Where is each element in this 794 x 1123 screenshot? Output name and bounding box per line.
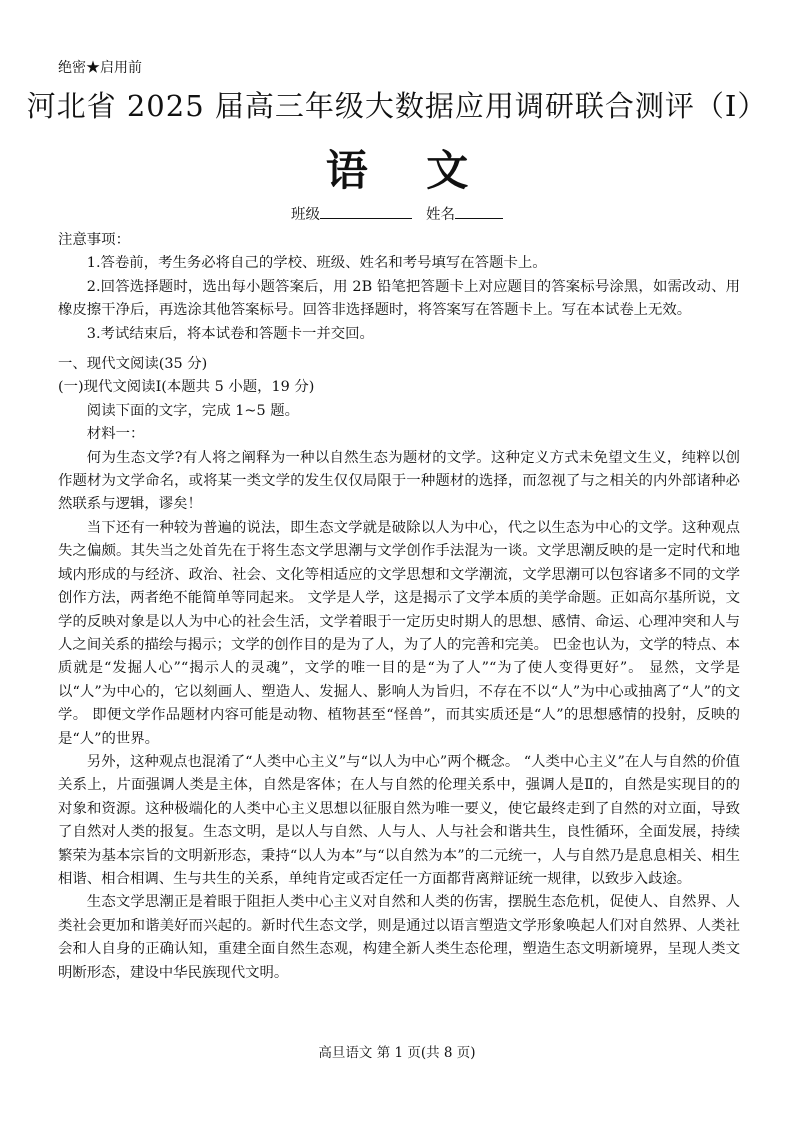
- notes-heading: 注意事项：: [58, 232, 130, 248]
- name-blank: [455, 204, 503, 219]
- passage-paragraph: 生态文学思潮正是着眼于阻拒人类中心主义对自然和人类的伤害，摆脱生态危机，促使人、自然界、人类社会更加和谐美好而兴起的。新时代生态文学，则是通过以语言塑造文学形象唤起人们对自然界、人类社会和人自身的正确认知，重建全面自然生态观，构建全新人类生态伦理，塑造生态文明新境界，呈现人类文明断形态，建设中华民族现代文明。: [58, 894, 740, 981]
- subject-title: 语 文: [325, 146, 491, 195]
- subsection-heading: (一)现代文阅读Ⅰ(本题共 5 小题，19 分): [58, 379, 315, 396]
- class-label: 班级: [291, 207, 320, 223]
- class-blank: [320, 204, 412, 219]
- note-item: 2.回答选择题时，选出每小题答案后，用 2B 铅笔把答题卡上对应题目的答案标号涂黑，如需改动、用橡皮擦干净后，再选涂其他答案标号。回答非选择题时，将答案写在答题卡上。写在本试卷上无效。: [58, 278, 740, 319]
- name-label: 姓名: [426, 207, 455, 223]
- material-label: 材料一：: [86, 426, 145, 443]
- class-name-line: [0, 203, 794, 224]
- note-item: 1.答卷前，考生务必将自己的学校、班级、姓名和考号填写在答题卡上。: [86, 255, 547, 272]
- note-item: 3.考试结束后，将本试卷和答题卡一并交回。: [86, 325, 374, 342]
- passage-paragraph: 另外，这种观点也混淆了“人类中心主义”与“以人为中心”两个概念。 “人类中心主义”在人与自然的价值关系上，片面强调人类是主体，自然是客体；在人与自然的伦理关系中，强调人是Ⅱ的，自然是实现目的的对象和资源。这种极端化的人类中心主义思想以征服自然为唯一要义，使它最终走到了自然的对立面，导致了自然对人类的报复。生态文明，是以人与自然、人与人、人与社会和谐共生，良性循环，全面发展，持续繁荣为基本宗旨的文明新形态，秉持“以人为本”与“以自然为本”的二元统一，人与自然乃是息息相关、相生相谐、相合相调、生与共生的关系，单纯肯定或否定任一方面都背离辩证统一规律，以致步入歧途。: [58, 753, 740, 887]
- section-heading: 一、现代文阅读(35 分): [58, 356, 208, 373]
- exam-title: 河北省 2025 届高三年级大数据应用调研联合测评（Ⅰ）: [26, 89, 768, 123]
- passage-paragraph: 何为生态文学?有人将之阐释为一种以自然生态为题材的文学。这种定义方式未免望文生义，纯粹以创作题材为文学命名，或将某一类文学的发生仅仅局限于一种题材的选择，而忽视了与之相关的内外部诸种必然联系与逻辑，谬矣！: [58, 449, 740, 513]
- passage-paragraph: 当下还有一种较为普遍的说法，即生态文学就是破除以人为中心，代之以生态为中心的文学。这种观点失之偏颇。其失当之处首先在于将生态文学思潮与文学创作手法混为一谈。文学思潮反映的是一定时代和地域内形成的与经济、政治、社会、文化等相适应的文学思想和文学潮流，文学思潮可以包容诸多不同的文学创作方法，两者绝不能简单等同起来。 文学是人学，这是揭示了文学本质的美学命题。正如高尔基所说，文学的反映对象是以人为中心的社会生活，文学着眼于一定历史时期人的思想、感情、命运、心理冲突和人与人之间关系的描绘与揭示；文学的创作目的是为了人，为了人的完善和完美。 巴金也认为，文学的特点、本质就是“发掘人心”“揭示人的灵魂”，文学的唯一目的是“为了人”“为了使人变得更好”。 显然，文学是以“人”为中心的，它以刻画人、塑造人、发掘人、影响人为旨归，不存在不以“人”为中心或抽离了“人”的文学。 即便文学作品题材内容可能是动物、植物甚至“怪兽”，而其实质还是“人”的思想感情的投射，反映的是“人”的世界。: [58, 519, 740, 747]
- confidential-mark: 绝密★启用前: [58, 60, 142, 76]
- page-footer: 高旦语文 第 1 页(共 8 页): [318, 1045, 476, 1061]
- exam-body: [58, 229, 740, 985]
- reading-instruction: 阅读下面的文字，完成 1~5 题。: [86, 402, 300, 419]
